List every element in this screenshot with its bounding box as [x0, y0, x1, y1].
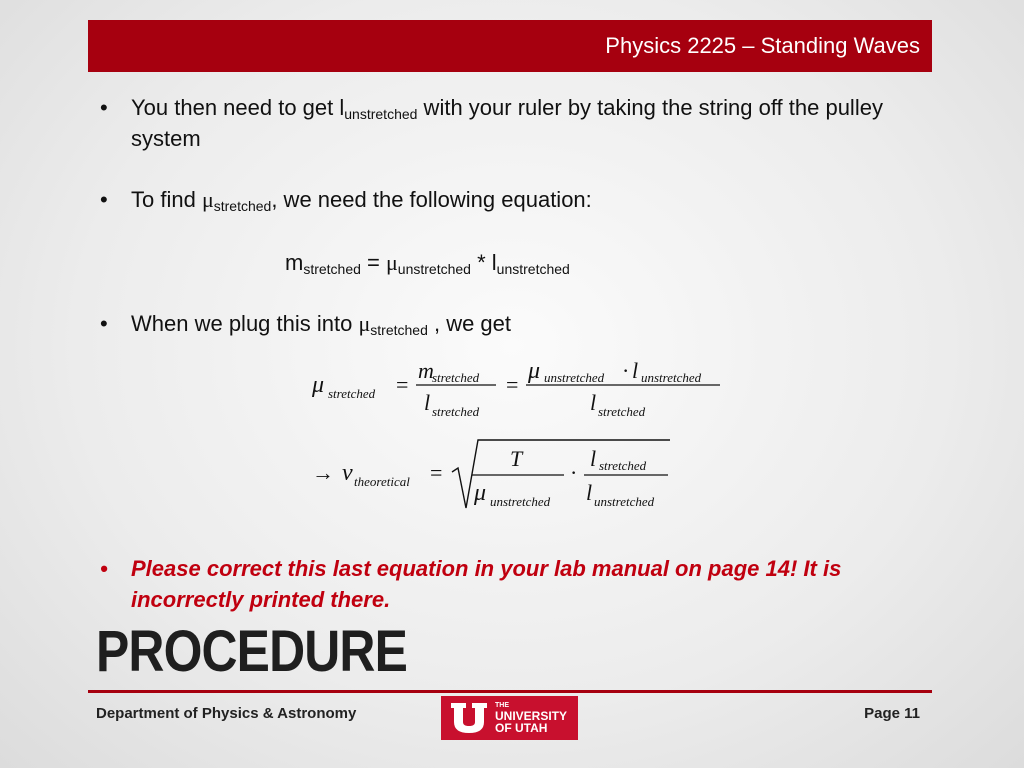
bullet-dot: • — [100, 556, 108, 581]
block-u-icon — [449, 700, 489, 736]
sub-unstretched: unstretched — [544, 370, 605, 385]
sub-unstretched: unstretched — [594, 494, 655, 509]
logo-wordmark: THE UNIVERSITY OF UTAH — [495, 702, 568, 735]
mu-symbol: μ — [474, 480, 487, 506]
l-symbol: l — [424, 390, 431, 415]
bullet-plug-into — [100, 308, 940, 339]
mass-equation: $m_{stretched} = \mu_{unstretched} * l_{unstretched}$ — [285, 250, 570, 277]
bullet-text: When we plug this into $\mu_{stretched}$ , we get — [131, 311, 512, 338]
bullet-get-l-unstretched — [100, 92, 940, 154]
mu-symbol: μ — [528, 358, 541, 384]
footer-divider — [88, 690, 932, 693]
footer-department: Department of Physics & Astronomy — [96, 705, 357, 722]
correction-note-text: Please correct this last equation in your lab manual on page 14! It is incorrectly printed there. — [131, 556, 842, 612]
correction-note — [100, 553, 940, 615]
sub-unstretched: unstretched — [641, 370, 702, 385]
bullet-dot: • — [100, 95, 108, 120]
sub-stretched: stretched — [432, 404, 480, 419]
bullet-find-mu-stretched — [100, 184, 940, 215]
l-symbol: l — [590, 446, 597, 471]
equals-sign: = — [396, 372, 409, 397]
l-symbol: l — [590, 390, 597, 415]
bullet-text: To find $\mu_{stretched}$, we need the following equation: — [131, 187, 592, 214]
university-of-utah-logo — [441, 696, 578, 740]
header-title: Physics 2225 – Standing Waves — [605, 33, 920, 58]
v-symbol: v — [342, 460, 353, 486]
equals-sign: = — [430, 460, 443, 485]
l-symbol: l — [586, 480, 593, 505]
bullet-dot: • — [100, 311, 108, 336]
sub-theoretical: theoretical — [354, 474, 410, 489]
dot-operator: · — [622, 358, 630, 383]
t-symbol: T — [510, 446, 523, 471]
sub-stretched: stretched — [599, 458, 647, 473]
page-number: Page 11 — [864, 705, 920, 722]
sub-stretched: stretched — [432, 370, 480, 385]
header-bar — [88, 20, 932, 72]
bullet-dot: • — [100, 187, 108, 212]
equals-sign: = — [506, 372, 519, 397]
m-symbol: m — [418, 358, 434, 383]
dot-operator: · — [570, 460, 578, 485]
sub-stretched: stretched — [328, 386, 376, 401]
mu-symbol: μ — [312, 372, 325, 398]
bullet-text: You then need to get $l_{unstretched}$ with your ruler by taking the string off the pulley system — [131, 95, 883, 151]
sub-stretched: stretched — [598, 404, 646, 419]
velocity-derivation — [300, 348, 740, 528]
l-symbol: l — [632, 358, 639, 383]
arrow-symbol: → — [312, 460, 334, 485]
sub-unstretched: unstretched — [490, 494, 551, 509]
slide-title: PROCEDURE — [96, 619, 407, 684]
